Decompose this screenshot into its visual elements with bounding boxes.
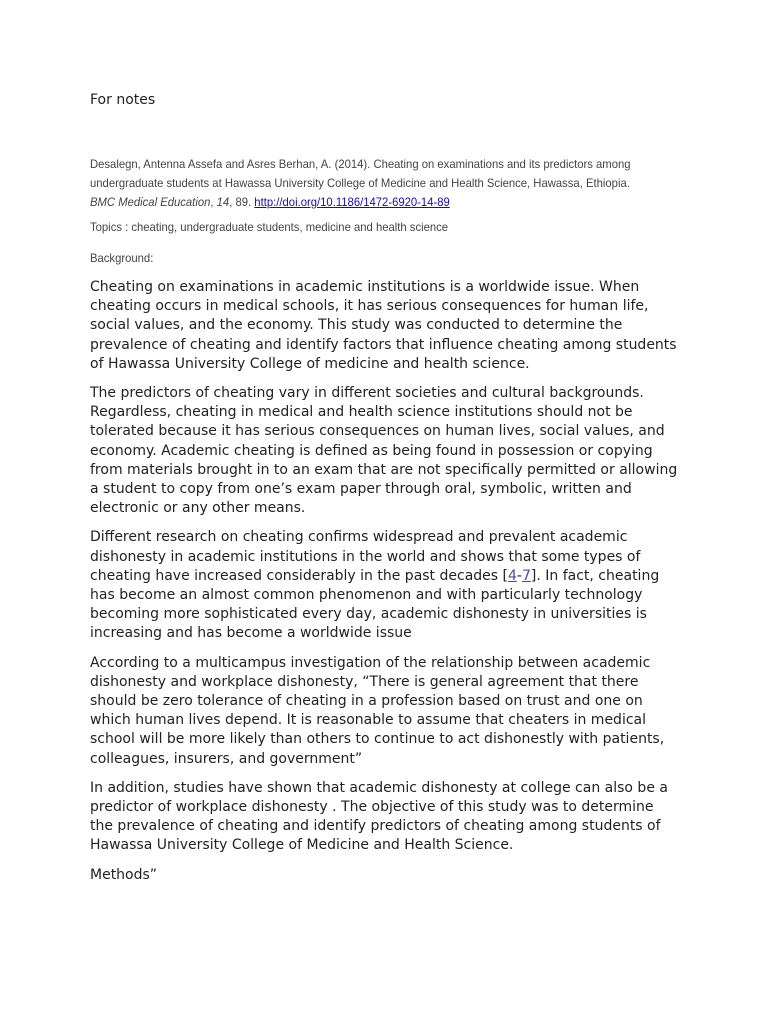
topics-line: Topics : cheating, undergraduate students, medicine and health science — [90, 220, 449, 234]
citation-pages: 89. — [235, 195, 252, 209]
paragraph — [90, 528, 680, 643]
paragraph: Methods” — [90, 866, 158, 883]
body-text — [90, 278, 680, 895]
page-heading: For notes — [90, 92, 156, 108]
citation: Desalegn, Antenna Assefa and Asres Berhan, A. (2014). Cheating on examinations and its predictors among undergraduate students at Hawassa University College of Medicine and Health Science, Hawassa, Ethiopia. BMC Medical Education, 14, 89. http://doi.org/10.1186/1472-6920-14-89 — [90, 157, 631, 209]
paragraph-text: Different research on cheating confirms widespread and prevalent academic dishonesty in academic institutions in the world and shows that some types of cheating have increased considerably in the past decades [ — [90, 529, 641, 584]
paragraph: According to a multicampus investigation of the relationship between academic dishonesty and workplace dishonesty, “There is general agreement that there should be zero tolerance of cheating in a profession based on trust and one on which human lives depend. It is reasonable to assume that cheaters in medical school will be more likely than others to continue to act dishonestly with patients, colleagues, insurers, and government” — [90, 654, 665, 767]
citation-volume: 14 — [216, 195, 230, 209]
reference-link[interactable]: 4 — [507, 567, 517, 584]
doi-link[interactable]: http://doi.org/10.1186/1472-6920-14-89 — [254, 195, 450, 209]
paragraph: In addition, studies have shown that academic dishonesty at college can also be a predictor of workplace dishonesty . The objective of this study was to determine the prevalence of cheating and identify predictors of cheating among students of Hawassa University College of Medicine and Health Science. — [90, 779, 668, 854]
paragraph: Cheating on examinations in academic institutions is a worldwide issue. When cheating occurs in medical schools, it has serious consequences for human life, social values, and the economy. This study was conducted to determine the prevalence of cheating and identify factors that influence cheating among students of Hawassa University College of medicine and health science. — [90, 279, 677, 372]
reference-dash: - — [516, 567, 522, 584]
paragraph: The predictors of cheating vary in different societies and cultural backgrounds. Regardless, cheating in medical and health science institutions should not be tolerated because it has serious consequences on human lives, social values, and economy. Academic cheating is defined as being found in possession or copying from materials brought in to an exam that are not specifically permitted or allowing a student to copy from one’s exam paper through oral, symbolic, written and electronic or any other means. — [90, 385, 678, 517]
background-label: Background: — [90, 251, 154, 265]
reference-link[interactable]: 7 — [521, 567, 531, 584]
citation-text: Desalegn, Antenna Assefa and Asres Berhan, A. (2014). Cheating on examinations and its predictors among undergraduate students at Hawassa University College of Medicine and Health Science, Hawassa, Ethiopia. — [90, 157, 631, 190]
paragraph-text: ]. In fact, cheating has become an almost common phenomenon and with particularly technology becoming more sophisticated every day, academic dishonesty in universities is increasing and has become a worldwide issue — [90, 567, 660, 642]
citation-journal: BMC Medical Education — [90, 195, 211, 209]
